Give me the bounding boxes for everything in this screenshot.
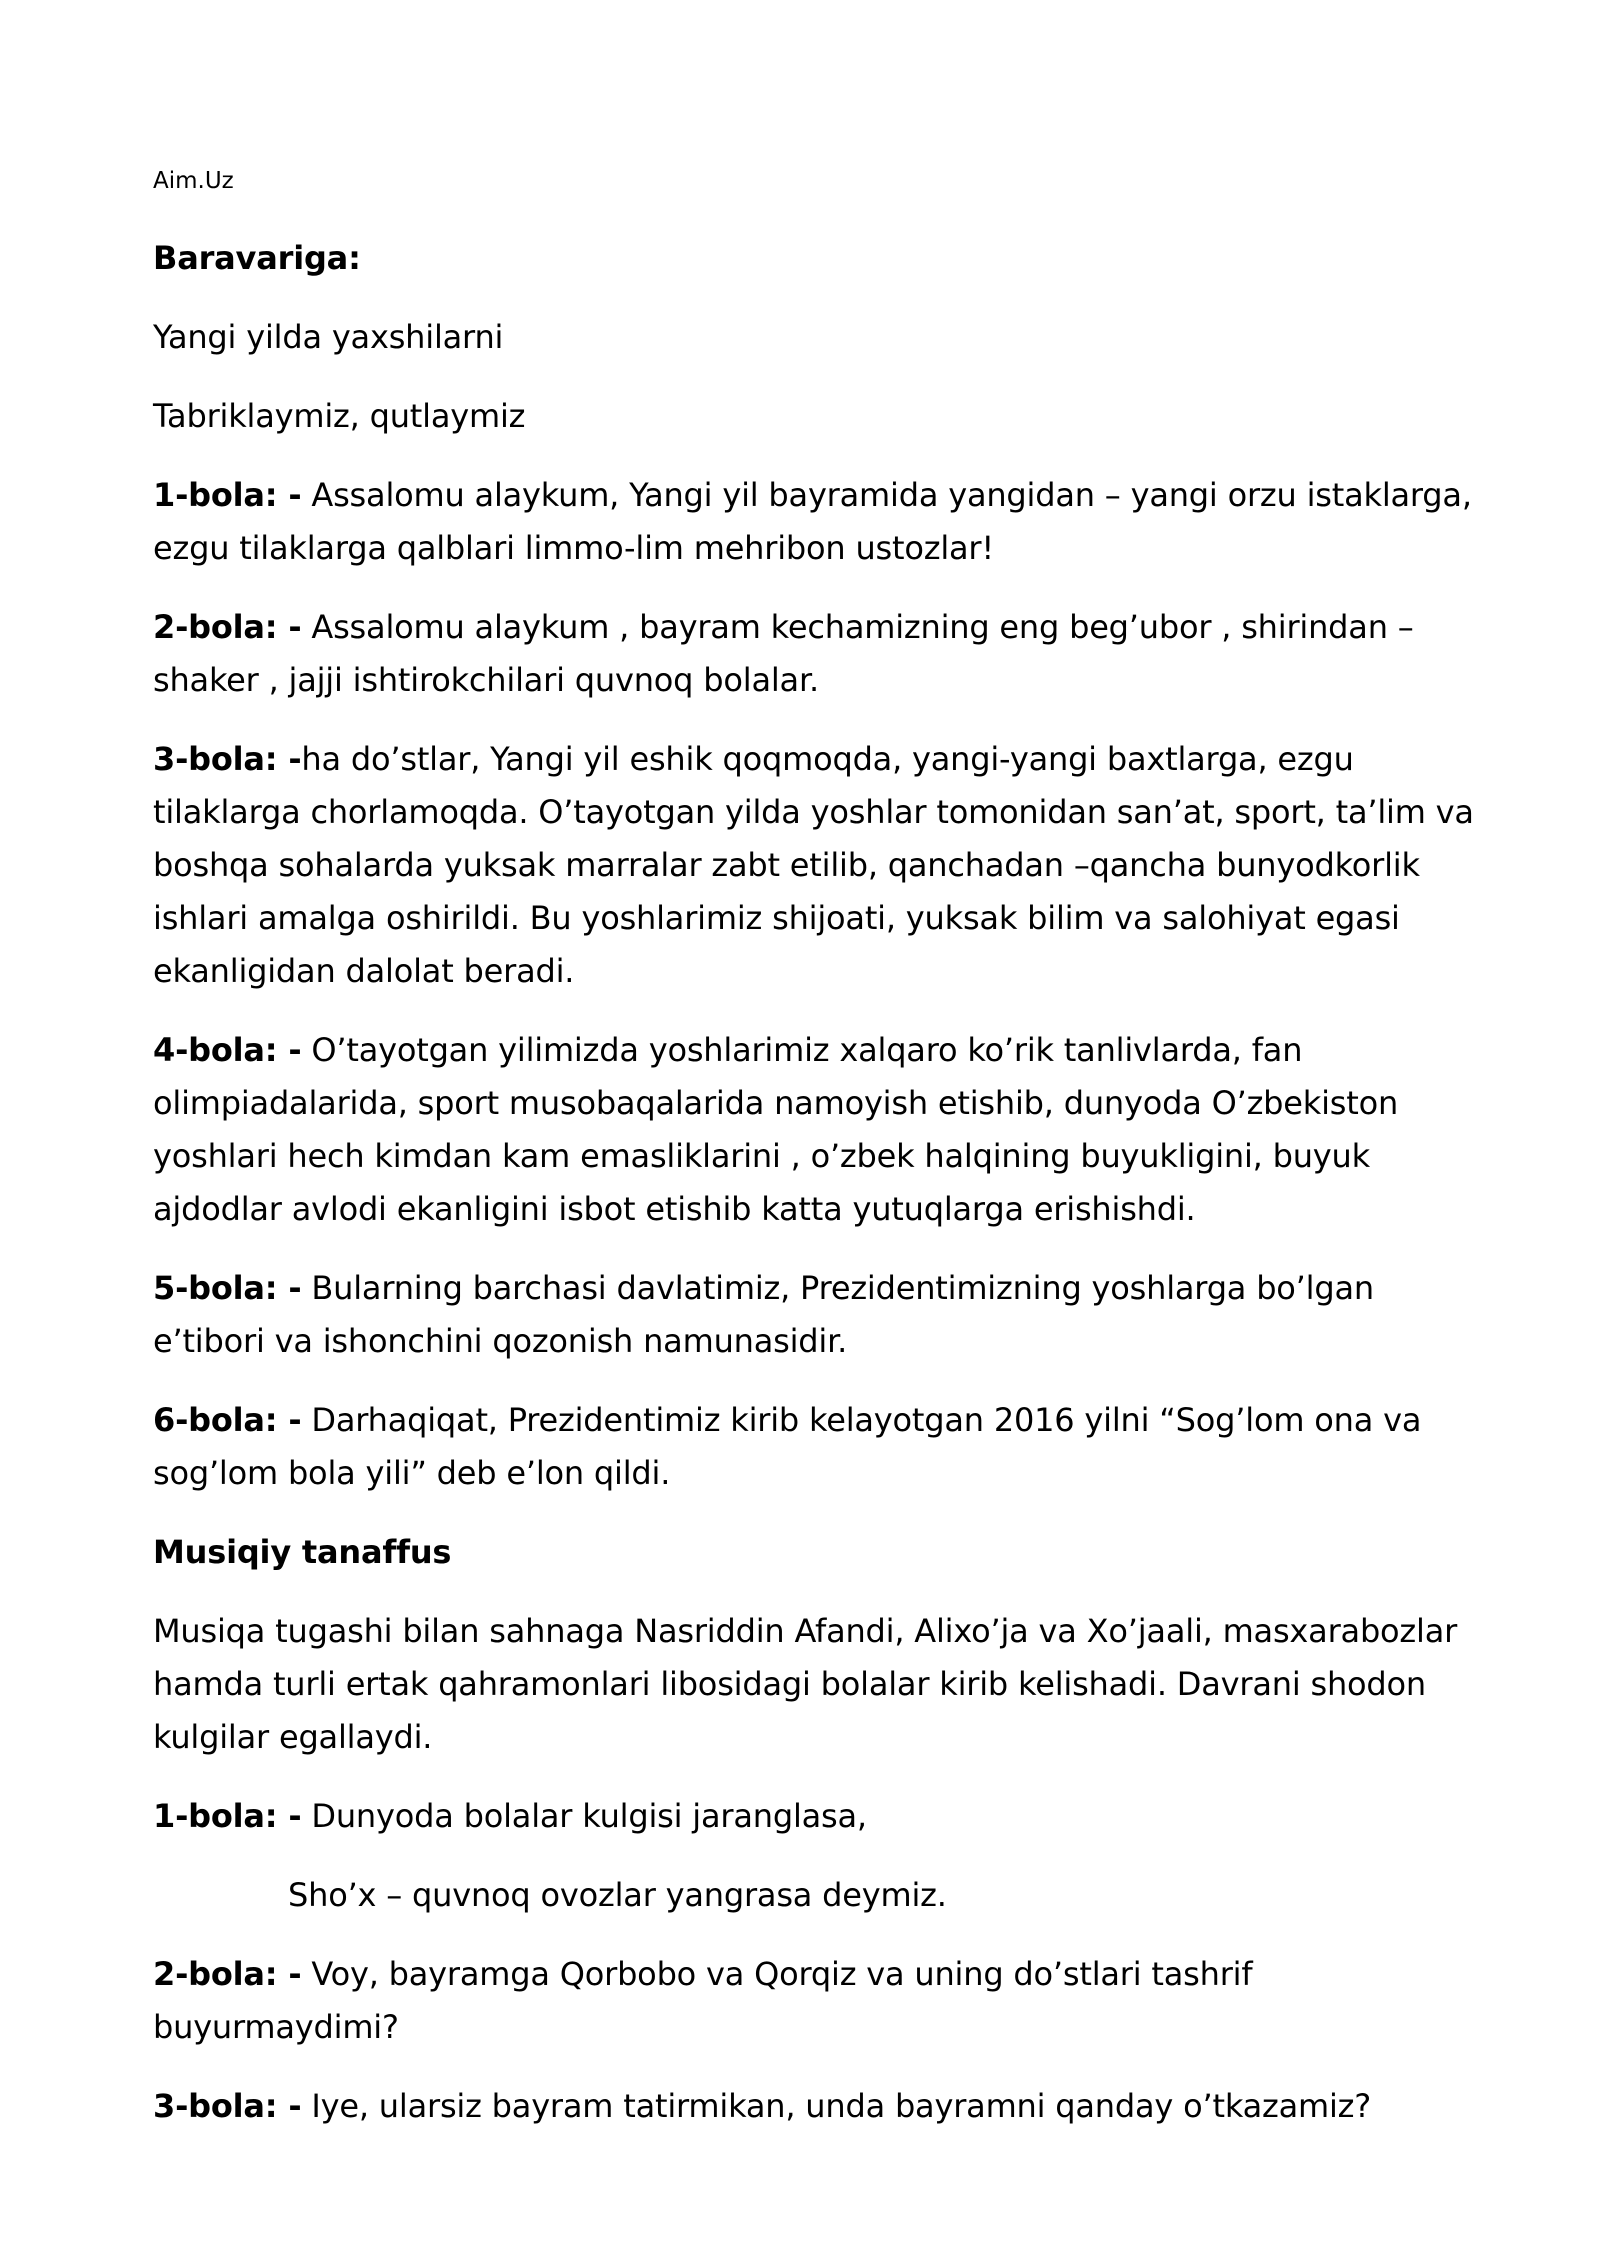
dialogue-line <box>153 601 1483 707</box>
site-header: Aim.Uz <box>153 168 234 194</box>
dialogue-text: ha do’stlar, Yangi yil eshik qoqmoqda, yangi-yangi baxtlarga, ezgu tilaklarga chorlamoqda. O’tayotgan yilda yoshlar tomonidan san’at, sport, ta’lim va boshqa sohalarda yuksak marralar zabt etilib, qanchadan –qancha bunyodkorlik ishlari amalga oshirildi. Bu yoshlarimiz shijoati, yuksak bilim va salohiyat egasi ekanligidan dalolat beradi. <box>153 740 1474 990</box>
dialogue-text: Voy, bayramga Qorbobo va Qorqiz va uning do’stlari tashrif buyurmaydimi? <box>153 1955 1253 2046</box>
speaker-label: 3-bola: - <box>153 740 302 778</box>
speaker-label: 5-bola: - <box>153 1269 302 1307</box>
speaker-label: 1-bola: - <box>153 1797 302 1835</box>
dialogue-line <box>153 2080 1483 2133</box>
speaker-label: 2-bola: - <box>153 608 302 646</box>
speaker-label: 2-bola: - <box>153 1955 302 1993</box>
indented-verse-line: Sho’x – quvnoq ovozlar yangrasa deymiz. <box>288 1876 947 1914</box>
dialogue-text: Assalomu alaykum, Yangi yil bayramida yangidan – yangi orzu istaklarga, ezgu tilaklarga qalblari limmo-lim mehribon ustozlar! <box>153 476 1472 567</box>
speaker-label: 6-bola: - <box>153 1401 302 1439</box>
dialogue-text: Bularning barchasi davlatimiz, Prezidentimizning yoshlarga bo’lgan e’tibori va ishonchini qozonish namunasidir. <box>153 1269 1374 1360</box>
dialogue-text: Iye, ularsiz bayram tatirmikan, unda bayramni qanday o’tkazamiz? <box>301 2087 1372 2125</box>
dialogue-line <box>153 469 1483 575</box>
section-heading: Baravariga: <box>153 239 361 277</box>
dialogue-line <box>153 1024 1483 1236</box>
stage-direction: Musiqa tugashi bilan sahnaga Nasriddin Afandi, Alixo’ja va Xo’jaali, masxarabozlar hamda turli ertak qahramonlari libosidagi bolalar kirib kelishadi. Davrani shodon kulgilar egallaydi. <box>153 1612 1458 1756</box>
speaker-label: 1-bola: - <box>153 476 302 514</box>
dialogue-text: O’tayotgan yilimizda yoshlarimiz xalqaro ko’rik tanlivlarda, fan olimpiadalarida, sport musobaqalarida namoyish etishib, dunyoda O’zbekiston yoshlari hech kimdan kam emasliklarini , o’zbek halqining buyukligini, buyuk ajdodlar avlodi ekanligini isbot etishib katta yutuqlarga erishishdi. <box>153 1031 1399 1228</box>
verse-line: Yangi yilda yaxshilarni <box>153 318 504 356</box>
speaker-label: 4-bola: - <box>153 1031 302 1069</box>
verse-line: Tabriklaymiz, qutlaymiz <box>153 397 526 435</box>
dialogue-line <box>153 1948 1483 2054</box>
dialogue-text: Darhaqiqat, Prezidentimiz kirib kelayotgan 2016 yilni “Sog’lom ona va sog’lom bola yili” deb e’lon qildi. <box>153 1401 1422 1492</box>
dialogue-line <box>153 1790 1483 1843</box>
document-content <box>153 164 1483 2159</box>
dialogue-text: Assalomu alaykum , bayram kechamizning eng beg’ubor , shirindan – shaker , jajji ishtirokchilari quvnoq bolalar. <box>153 608 1414 699</box>
dialogue-line <box>153 1262 1483 1368</box>
dialogue-line <box>153 1394 1483 1500</box>
section-heading: Musiqiy tanaffus <box>153 1533 452 1571</box>
dialogue-text: Dunyoda bolalar kulgisi jaranglasa, <box>301 1797 867 1835</box>
speaker-label: 3-bola: - <box>153 2087 302 2125</box>
dialogue-line <box>153 733 1483 998</box>
